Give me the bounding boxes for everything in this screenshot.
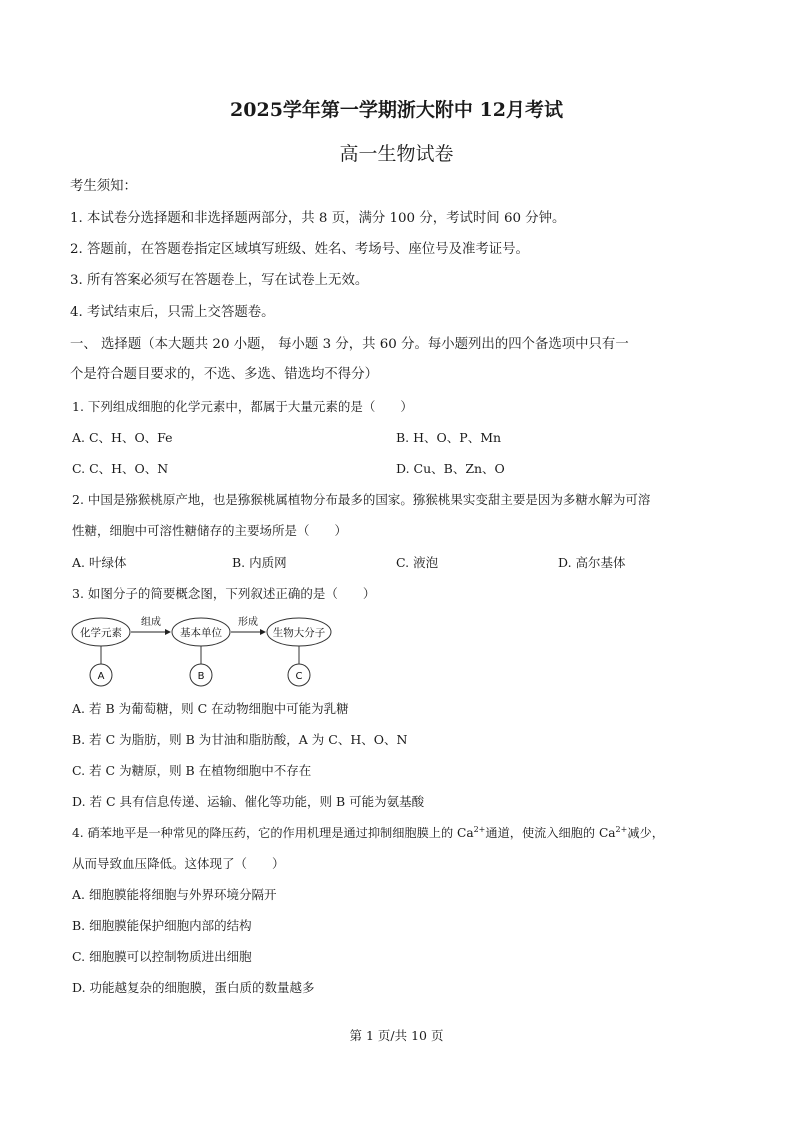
q4-stem-part-2: 通道，使流入细胞的 Ca — [485, 826, 616, 840]
q4-superscript-1: 2+ — [473, 825, 486, 834]
q3-option-c: C. 若 C 为糖原，则 B 在植物细胞中不存在 — [72, 763, 312, 778]
q4-stem-part-3: 减少， — [627, 826, 664, 840]
q2-stem-line1: 2. 中国是猕猴桃原产地，也是猕猴桃属植物分布最多的国家。猕猴桃果实变甜主要是因为多糖水解为可溶 — [72, 492, 651, 507]
q1-stem: 1. 下列组成细胞的化学元素中，都属于大量元素的是（ ） — [72, 399, 413, 414]
section-heading-line1: 一、 选择题（本大题共 20 小题， 每小题 3 分，共 60 分。每小题列出的四个备选项中只有一 — [70, 337, 629, 352]
notice-item-3: 3. 所有答案必须写在答题卷上，写在试卷上无效。 — [70, 273, 369, 288]
page-number: 第 1 页/共 10 页 — [349, 1028, 444, 1043]
node-label-unit: 基本单位 — [180, 627, 222, 639]
q4-stem-line1 — [72, 824, 664, 842]
arrow-label-compose: 组成 — [141, 617, 161, 628]
node-label-elements: 化学元素 — [80, 627, 122, 639]
concept-diagram — [70, 608, 350, 692]
node-label-macromolecule: 生物大分子 — [272, 627, 326, 639]
q4-option-a: A. 细胞膜能将细胞与外界环境分隔开 — [72, 887, 277, 902]
q1-option-d: D. Cu、B、Zn、O — [396, 461, 505, 476]
q3-option-a: A. 若 B 为葡萄糖，则 C 在动物细胞中可能为乳糖 — [72, 701, 349, 716]
circle-label-b: B — [197, 671, 205, 682]
notice-item-2: 2. 答题前，在答题卷指定区域填写班级、姓名、考场号、座位号及准考证号。 — [70, 242, 529, 257]
q1-option-b: B. H、O、P、Mn — [396, 430, 502, 445]
q3-option-d: D. 若 C 具有信息传递、运输、催化等功能，则 B 可能为氨基酸 — [72, 794, 425, 809]
q4-stem-line2: 从而导致血压降低。这体现了（ ） — [72, 856, 285, 871]
q2-option-a: A. 叶绿体 — [72, 555, 127, 570]
q4-superscript-2: 2+ — [615, 825, 628, 834]
q2-stem-line2: 性糖，细胞中可溶性糖储存的主要场所是（ ） — [72, 523, 348, 538]
circle-label-a: A — [97, 671, 105, 682]
q4-option-d: D. 功能越复杂的细胞膜，蛋白质的数量越多 — [72, 980, 315, 995]
q4-option-b: B. 细胞膜能保护细胞内部的结构 — [72, 918, 252, 933]
section-heading-line2: 个是符合题目要求的，不选、多选、错选均不得分） — [70, 367, 378, 382]
q4-stem-part-1: 4. 硝苯地平是一种常见的降压药，它的作用机理是通过抑制细胞膜上的 Ca — [72, 826, 474, 840]
q1-option-a: A. C、H、O、Fe — [72, 430, 173, 445]
q3-stem: 3. 如图分子的简要概念图，下列叙述正确的是（ ） — [72, 586, 376, 601]
q2-option-b: B. 内质网 — [232, 555, 287, 570]
notice-heading: 考生须知： — [70, 179, 137, 194]
q1-option-c: C. C、H、O、N — [72, 461, 169, 476]
notice-item-4: 4. 考试结束后，只需上交答题卷。 — [70, 305, 275, 320]
q3-option-b: B. 若 C 为脂肪，则 B 为甘油和脂肪酸，A 为 C、H、O、N — [72, 732, 408, 747]
q2-option-c: C. 液泡 — [396, 555, 439, 570]
notice-item-1: 1. 本试卷分选择题和非选择题两部分，共 8 页，满分 100 分，考试时间 60 分钟。 — [70, 211, 566, 226]
arrow-label-form: 形成 — [238, 617, 258, 628]
exam-subtitle: 高一生物试卷 — [339, 143, 454, 165]
circle-label-c: C — [295, 671, 303, 682]
q4-option-c: C. 细胞膜可以控制物质进出细胞 — [72, 949, 252, 964]
exam-title: 2025学年第一学期浙大附中 12月考试 — [230, 99, 563, 121]
q2-option-d: D. 高尔基体 — [558, 555, 626, 570]
